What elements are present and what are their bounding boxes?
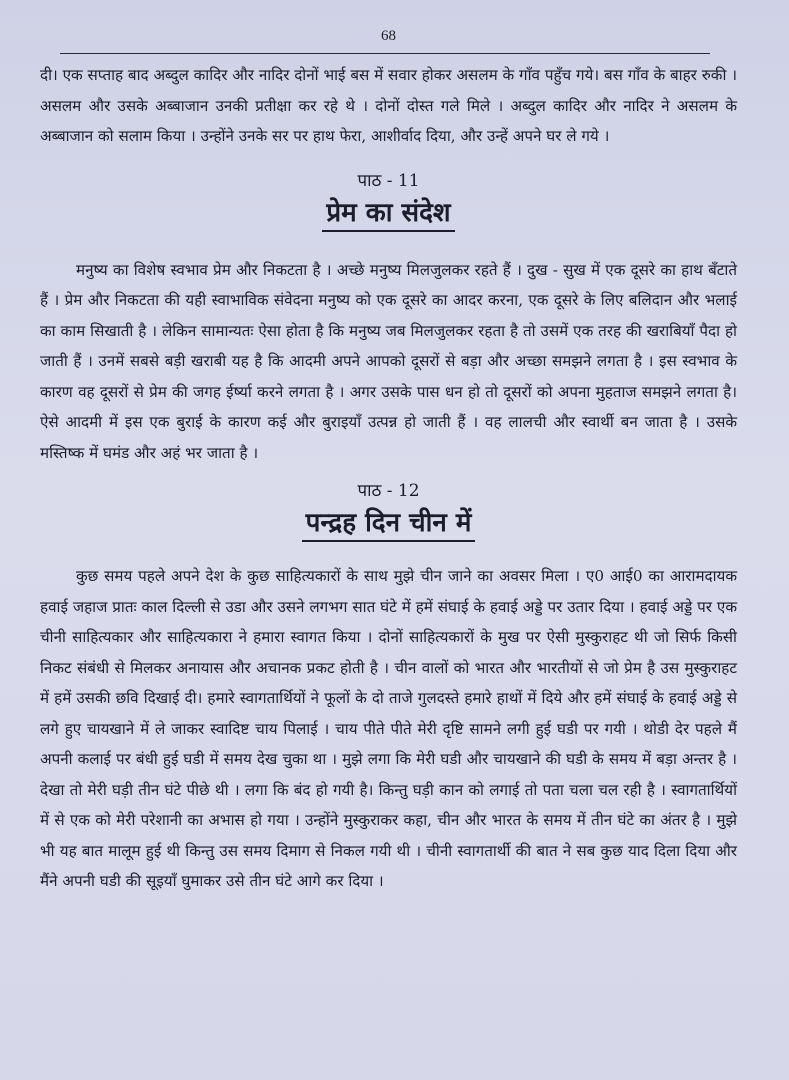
lesson-12 — [40, 478, 737, 897]
lesson-11-paragraph: मनुष्य का विशेष स्वभाव प्रेम और निकटता है । अच्छे मनुष्य मिलजुलकर रहते हैं । दुख - सुख में एक दूसरे का हाथ बँटाते हैं । प्रेम और निकटता की यही स्वाभाविक संवेदना मनुष्य को एक दूसरे का आदर करना, एक दूसरे के लिए बलिदान और भलाई का काम सिखाती है । लेकिन सामान्यतः ऐसा होता है कि मनुष्य जब मिलजुलकर रहता है तो उसमें एक तरह की खराबियाँ पैदा हो जाती हैं । उनमें सबसे बड़ी खराबी यह है कि आदमी अपने आपको दूसरों से बड़ा और अच्छा समझने लगता है । इस स्वभाव के कारण वह दूसरों से प्रेम की जगह ईर्ष्या करने लगता है । अगर उसके पास धन हो तो दूसरों को अपना मुहताज समझने लगता है। ऐसे आदमी में इस एक बुराई के कारण कई और बुराइयाँ उत्पन्न हो जाती हैं । वह लालची और स्वार्थी बन जाता है । उसके मस्तिष्क में घमंड और अहं भर जाता है । — [40, 260, 737, 462]
lesson-12-label: पाठ - 12 — [357, 481, 420, 501]
lesson-11-title-text: प्रेम का संदेश — [322, 198, 454, 232]
lesson-12-paragraph: कुछ समय पहले अपने देश के कुछ साहित्यकारों के साथ मुझे चीन जाने का अवसर मिला । ए0 आई0 का आरामदायक हवाई जहाज प्रातः काल दिल्ली से उडा और उसने लगभग सात घंटे में हमें संघाई के हवाई अड्डे पर उतार दिया । हवाई अड्डे पर एक चीनी साहित्यकार और साहित्यकारा ने हमारा स्वागत किया । दोनों साहित्यकारों के मुख पर ऐसी मुस्कुराहट थी जो सिर्फ किसी निकट संबंधी से मिलकर अनायास और अचानक प्रकट होती है । चीन वालों को भारत और भारतीयों से जो प्रेम है उस मुस्कुराहट में हमें उसकी छवि दिखाई दी। हमारे स्वागतार्थियों ने फूलों के दो ताजे गुलदस्ते हमारे हाथों में दिये और हमें संघाई के हवाई अड्डे से लगे हुए चायखाने में ले जाकर स्वादिष्ट चाय पिलाई । चाय पीते पीते मेरी दृष्टि सामने लगी हुई घडी पर गयी । थोडी देर पहले मैं अपनी कलाई पर बंधी हुई घडी में समय देख चुका था । मुझे लगा कि मेरी घडी और चायखाने की घडी के समय में बड़ा अन्तर है । देखा तो मेरी घड़ी तीन घंटे पीछे थी । लगा कि बंद हो गयी है। किन्तु घड़ी कान को लगाई तो पता चला चल रही है । स्वागतार्थियों में से एक को मेरी परेशानी का अभास हो गया । उन्होंने मुस्कुराकर कहा, चीन और भारत के समय में तीन घंटे का अंतर है । मुझे भी यह बात मालूम हुई थी किन्तु उस समय दिमाग से निकल गयी थी । चीनी स्वागतार्थी की बात ने सब कुछ याद दिला दिया और मैंने अपनी घडी की सूइयाँ घुमाकर उसे तीन घंटे आगे कर दिया । — [40, 567, 737, 890]
intro-paragraph: दी। एक सप्ताह बाद अब्दुल कादिर और नादिर दोनों भाई बस में सवार होकर असलम के गाँव पहुँच गये। बस गाँव के बाहर रुकी । असलम और उसके अब्बाजान उनकी प्रतीक्षा कर रहे थे । दोनों दोस्त गले मिले । अब्दुल कादिर और नादिर ने असलम के अब्बाजान को सलाम किया । उन्होंने उनके सर पर हाथ फेरा, आशीर्वाद दिया, और उन्हें अपने घर ले गये । — [40, 66, 737, 145]
page-number: 68 — [381, 28, 396, 44]
lesson-11-label: पाठ - 11 — [357, 170, 420, 191]
lesson-11-title — [40, 193, 737, 229]
lesson-12-title — [40, 503, 737, 539]
lesson-11 — [40, 168, 737, 469]
lesson-12-title-text: पन्द्रह दिन चीन में — [302, 508, 476, 542]
header-rule — [60, 53, 710, 54]
